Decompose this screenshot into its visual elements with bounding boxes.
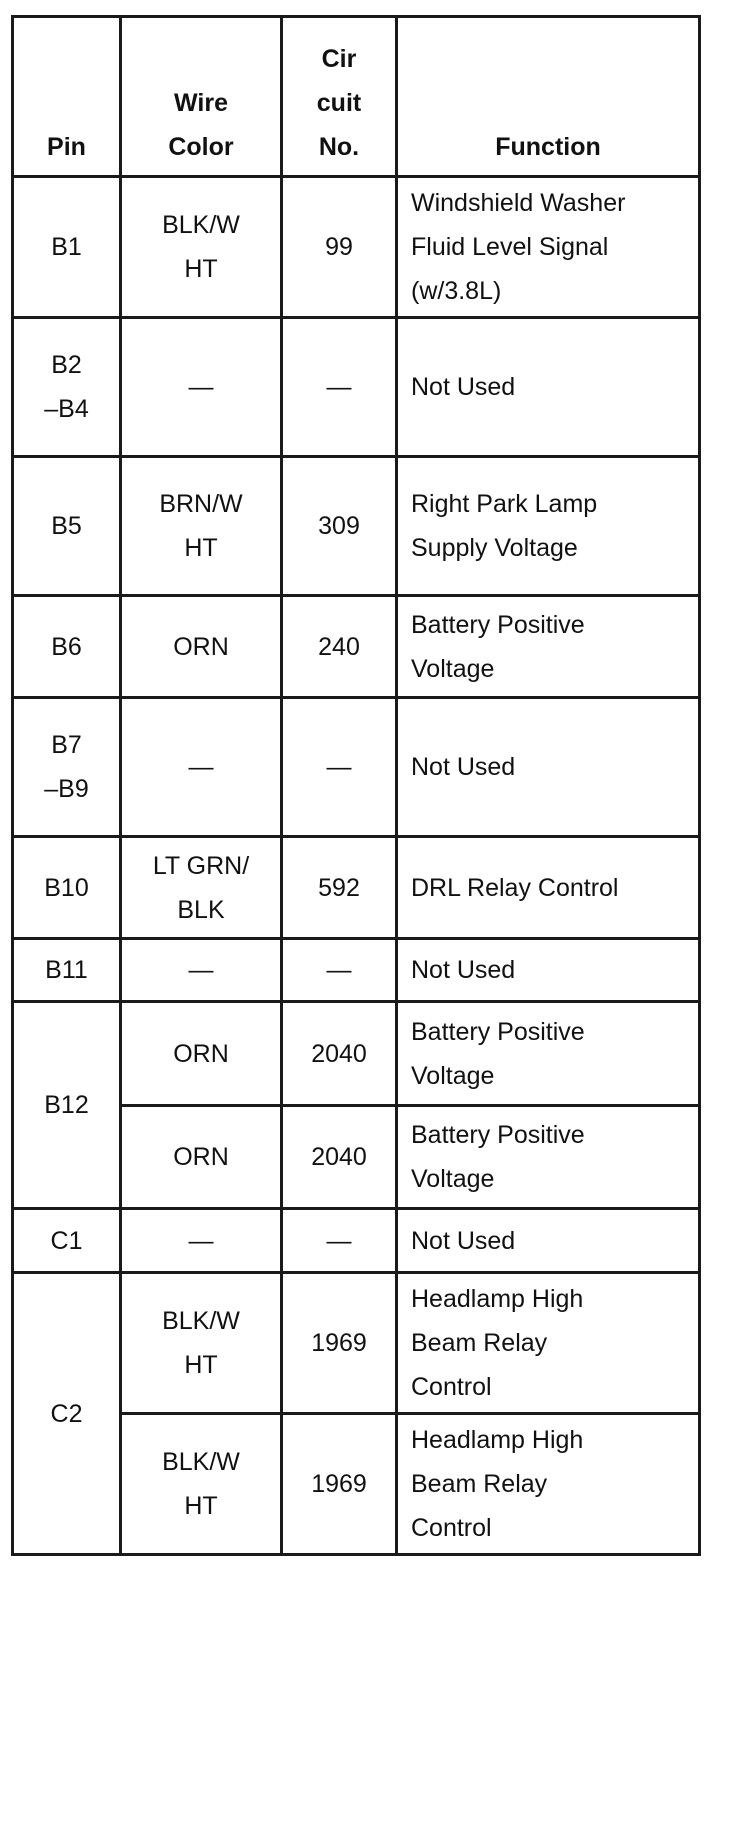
pin-cell: B6 — [13, 596, 121, 698]
wire-color-cell: BLK/W HT — [121, 1273, 282, 1414]
table-row — [13, 698, 700, 837]
circuit-cell: 2040 — [282, 1002, 397, 1106]
pin-cell: B7 –B9 — [13, 698, 121, 837]
function-cell: Not Used — [397, 939, 700, 1002]
function-cell: Right Park Lamp Supply Voltage — [397, 457, 700, 596]
function-cell: Windshield Washer Fluid Level Signal (w/3.8L) — [397, 177, 700, 318]
function-cell: Headlamp High Beam Relay Control — [397, 1414, 700, 1555]
wire-color-cell: — — [121, 1209, 282, 1273]
header-circuit-no: Cir cuit No. — [282, 17, 397, 177]
pin-cell: C2 — [13, 1273, 121, 1555]
header-row — [13, 17, 700, 177]
function-cell: Battery Positive Voltage — [397, 1106, 700, 1209]
header-wire-color: Wire Color — [121, 17, 282, 177]
function-cell: DRL Relay Control — [397, 837, 700, 939]
table-row — [13, 837, 700, 939]
function-cell: Not Used — [397, 318, 700, 457]
pin-cell: C1 — [13, 1209, 121, 1273]
table-row — [13, 1209, 700, 1273]
table-row — [13, 1002, 700, 1106]
function-cell: Battery Positive Voltage — [397, 596, 700, 698]
wire-color-cell: — — [121, 318, 282, 457]
table-row — [13, 1273, 700, 1414]
circuit-cell: 309 — [282, 457, 397, 596]
pinout-table — [11, 15, 701, 1556]
circuit-cell: 1969 — [282, 1414, 397, 1555]
table-row — [13, 596, 700, 698]
table-row — [13, 939, 700, 1002]
circuit-cell: — — [282, 1209, 397, 1273]
header-pin: Pin — [13, 17, 121, 177]
wire-color-cell: ORN — [121, 1106, 282, 1209]
header-function: Function — [397, 17, 700, 177]
circuit-cell: 592 — [282, 837, 397, 939]
circuit-cell: — — [282, 318, 397, 457]
pin-cell: B11 — [13, 939, 121, 1002]
wire-color-cell: BRN/W HT — [121, 457, 282, 596]
table-row — [13, 177, 700, 318]
pin-cell: B1 — [13, 177, 121, 318]
table-row — [13, 318, 700, 457]
circuit-cell: 1969 — [282, 1273, 397, 1414]
circuit-cell: — — [282, 698, 397, 837]
wire-color-cell: ORN — [121, 596, 282, 698]
wire-color-cell: BLK/W HT — [121, 1414, 282, 1555]
pin-cell: B12 — [13, 1002, 121, 1209]
wire-color-cell: — — [121, 698, 282, 837]
circuit-cell: 240 — [282, 596, 397, 698]
circuit-cell: — — [282, 939, 397, 1002]
function-cell: Battery Positive Voltage — [397, 1002, 700, 1106]
function-cell: Not Used — [397, 698, 700, 837]
wire-color-cell: LT GRN/ BLK — [121, 837, 282, 939]
pin-cell: B10 — [13, 837, 121, 939]
pin-cell: B2 –B4 — [13, 318, 121, 457]
table-row — [13, 457, 700, 596]
circuit-cell: 2040 — [282, 1106, 397, 1209]
circuit-cell: 99 — [282, 177, 397, 318]
wire-color-cell: — — [121, 939, 282, 1002]
pin-cell: B5 — [13, 457, 121, 596]
function-cell: Not Used — [397, 1209, 700, 1273]
connector-pinout-document — [11, 15, 698, 1556]
wire-color-cell: BLK/W HT — [121, 177, 282, 318]
wire-color-cell: ORN — [121, 1002, 282, 1106]
function-cell: Headlamp High Beam Relay Control — [397, 1273, 700, 1414]
